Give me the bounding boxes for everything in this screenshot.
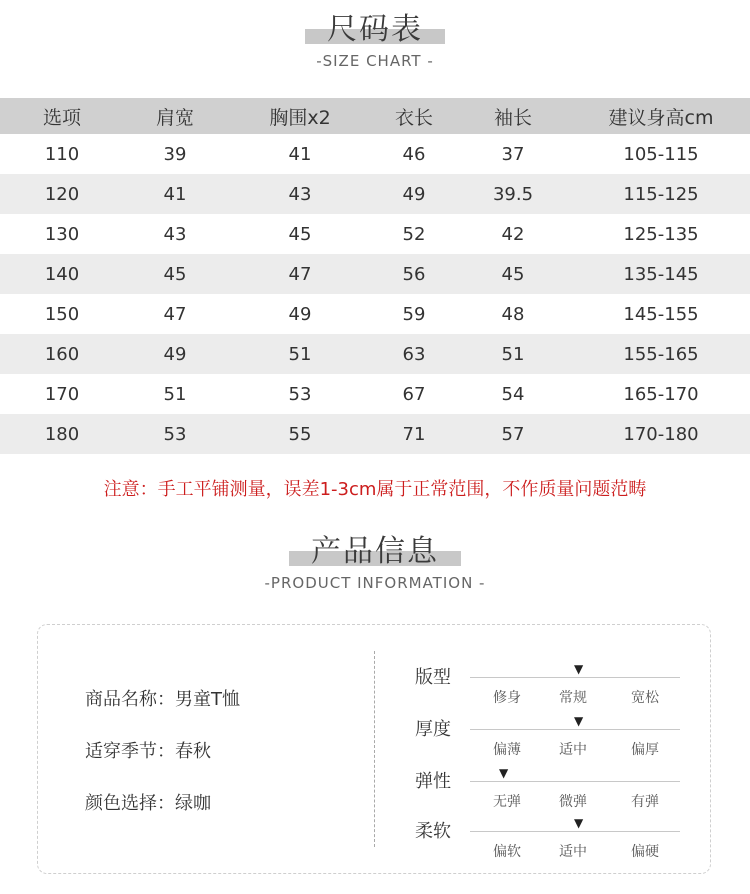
table-row: [0, 214, 750, 254]
cell-chest: 51: [226, 334, 374, 374]
product-info-box: [37, 624, 711, 874]
header-height: 建议身高cm: [572, 98, 750, 134]
selected-triangle-icon: ▼: [574, 816, 584, 830]
cell-length: 49: [374, 174, 454, 214]
cell-option: 150: [0, 294, 124, 334]
cell-length: 63: [374, 334, 454, 374]
cell-sleeve: 45: [454, 254, 572, 294]
cell-height: 155-165: [572, 334, 750, 374]
attribute-option: 常规: [559, 690, 587, 706]
selected-triangle-icon: ▼: [499, 766, 509, 780]
cell-sleeve: 37: [454, 134, 572, 174]
cell-length: 59: [374, 294, 454, 334]
cell-option: 180: [0, 414, 124, 454]
cell-option: 160: [0, 334, 124, 374]
detail-label: 适穿季节：: [85, 741, 175, 762]
table-row: [0, 334, 750, 374]
header-option: 选项: [0, 98, 124, 134]
attribute-name: 柔软: [415, 821, 451, 842]
size-chart-subtitle: -SIZE CHART -: [316, 52, 434, 70]
header-shoulder: 肩宽: [124, 98, 226, 134]
detail-season: [85, 737, 211, 763]
cell-sleeve: 42: [454, 214, 572, 254]
scale-line: [470, 831, 680, 832]
header-sleeve: 袖长: [454, 98, 572, 134]
detail-value: 男童T恤: [175, 689, 240, 710]
detail-product-name: [85, 685, 240, 711]
cell-option: 170: [0, 374, 124, 414]
cell-sleeve: 39.5: [454, 174, 572, 214]
header-length: 衣长: [374, 98, 454, 134]
attribute-name: 厚度: [415, 719, 451, 740]
cell-sleeve: 48: [454, 294, 572, 334]
cell-option: 110: [0, 134, 124, 174]
scale-line: [470, 781, 680, 782]
cell-length: 71: [374, 414, 454, 454]
attribute-option: 微弹: [559, 794, 587, 810]
cell-option: 130: [0, 214, 124, 254]
detail-label: 颜色选择：: [85, 793, 175, 814]
cell-chest: 43: [226, 174, 374, 214]
attribute-option: 宽松: [631, 690, 659, 706]
cell-shoulder: 53: [124, 414, 226, 454]
cell-length: 67: [374, 374, 454, 414]
cell-shoulder: 39: [124, 134, 226, 174]
table-row: [0, 414, 750, 454]
attribute-option: 无弹: [493, 794, 521, 810]
header-chest: 胸围x2: [226, 98, 374, 134]
size-table-body: [0, 134, 750, 454]
size-chart-title: 尺码表: [327, 12, 423, 47]
cell-chest: 53: [226, 374, 374, 414]
cell-chest: 49: [226, 294, 374, 334]
cell-height: 145-155: [572, 294, 750, 334]
cell-shoulder: 41: [124, 174, 226, 214]
attribute-option: 修身: [493, 690, 521, 706]
cell-height: 105-115: [572, 134, 750, 174]
cell-height: 170-180: [572, 414, 750, 454]
table-row: [0, 294, 750, 334]
table-row: [0, 134, 750, 174]
table-row: [0, 374, 750, 414]
selected-triangle-icon: ▼: [574, 662, 584, 676]
attribute-option: 偏硬: [631, 844, 659, 860]
detail-label: 商品名称：: [85, 689, 175, 710]
attribute-row: [415, 759, 715, 811]
size-table: [0, 98, 750, 454]
attribute-row: [415, 655, 715, 707]
cell-height: 125-135: [572, 214, 750, 254]
product-info-subtitle: -PRODUCT INFORMATION -: [264, 574, 486, 592]
cell-chest: 45: [226, 214, 374, 254]
attribute-option: 适中: [559, 844, 587, 860]
cell-sleeve: 54: [454, 374, 572, 414]
cell-height: 165-170: [572, 374, 750, 414]
cell-shoulder: 49: [124, 334, 226, 374]
table-row: [0, 174, 750, 214]
attribute-row: [415, 707, 715, 759]
dashed-divider: [374, 651, 375, 847]
detail-value: 春秋: [175, 741, 211, 762]
scale-line: [470, 729, 680, 730]
attribute-option: 偏软: [493, 844, 521, 860]
detail-color: [85, 789, 211, 815]
cell-sleeve: 57: [454, 414, 572, 454]
cell-shoulder: 45: [124, 254, 226, 294]
cell-chest: 41: [226, 134, 374, 174]
cell-shoulder: 47: [124, 294, 226, 334]
cell-height: 135-145: [572, 254, 750, 294]
attribute-name: 版型: [415, 667, 451, 688]
cell-length: 56: [374, 254, 454, 294]
measurement-note: 注意：手工平铺测量，误差1-3cm属于正常范围，不作质量问题范畴: [103, 479, 647, 500]
selected-triangle-icon: ▼: [574, 714, 584, 728]
product-info-title: 产品信息: [311, 534, 439, 569]
cell-option: 140: [0, 254, 124, 294]
attribute-option: 适中: [559, 742, 587, 758]
product-info-title-wrap: [311, 532, 439, 572]
cell-chest: 47: [226, 254, 374, 294]
attribute-row: [415, 809, 715, 861]
attribute-option: 偏薄: [493, 742, 521, 758]
scale-line: [470, 677, 680, 678]
attribute-option: 有弹: [631, 794, 659, 810]
cell-length: 52: [374, 214, 454, 254]
product-info-title-block: [0, 532, 750, 592]
cell-sleeve: 51: [454, 334, 572, 374]
cell-shoulder: 51: [124, 374, 226, 414]
size-chart-title-wrap: [327, 10, 423, 50]
size-chart-title-block: [0, 10, 750, 70]
attribute-option: 偏厚: [631, 742, 659, 758]
cell-shoulder: 43: [124, 214, 226, 254]
table-header-row: [0, 98, 750, 134]
cell-length: 46: [374, 134, 454, 174]
cell-option: 120: [0, 174, 124, 214]
table-row: [0, 254, 750, 294]
detail-value: 绿咖: [175, 793, 211, 814]
cell-height: 115-125: [572, 174, 750, 214]
cell-chest: 55: [226, 414, 374, 454]
attribute-name: 弹性: [415, 771, 451, 792]
